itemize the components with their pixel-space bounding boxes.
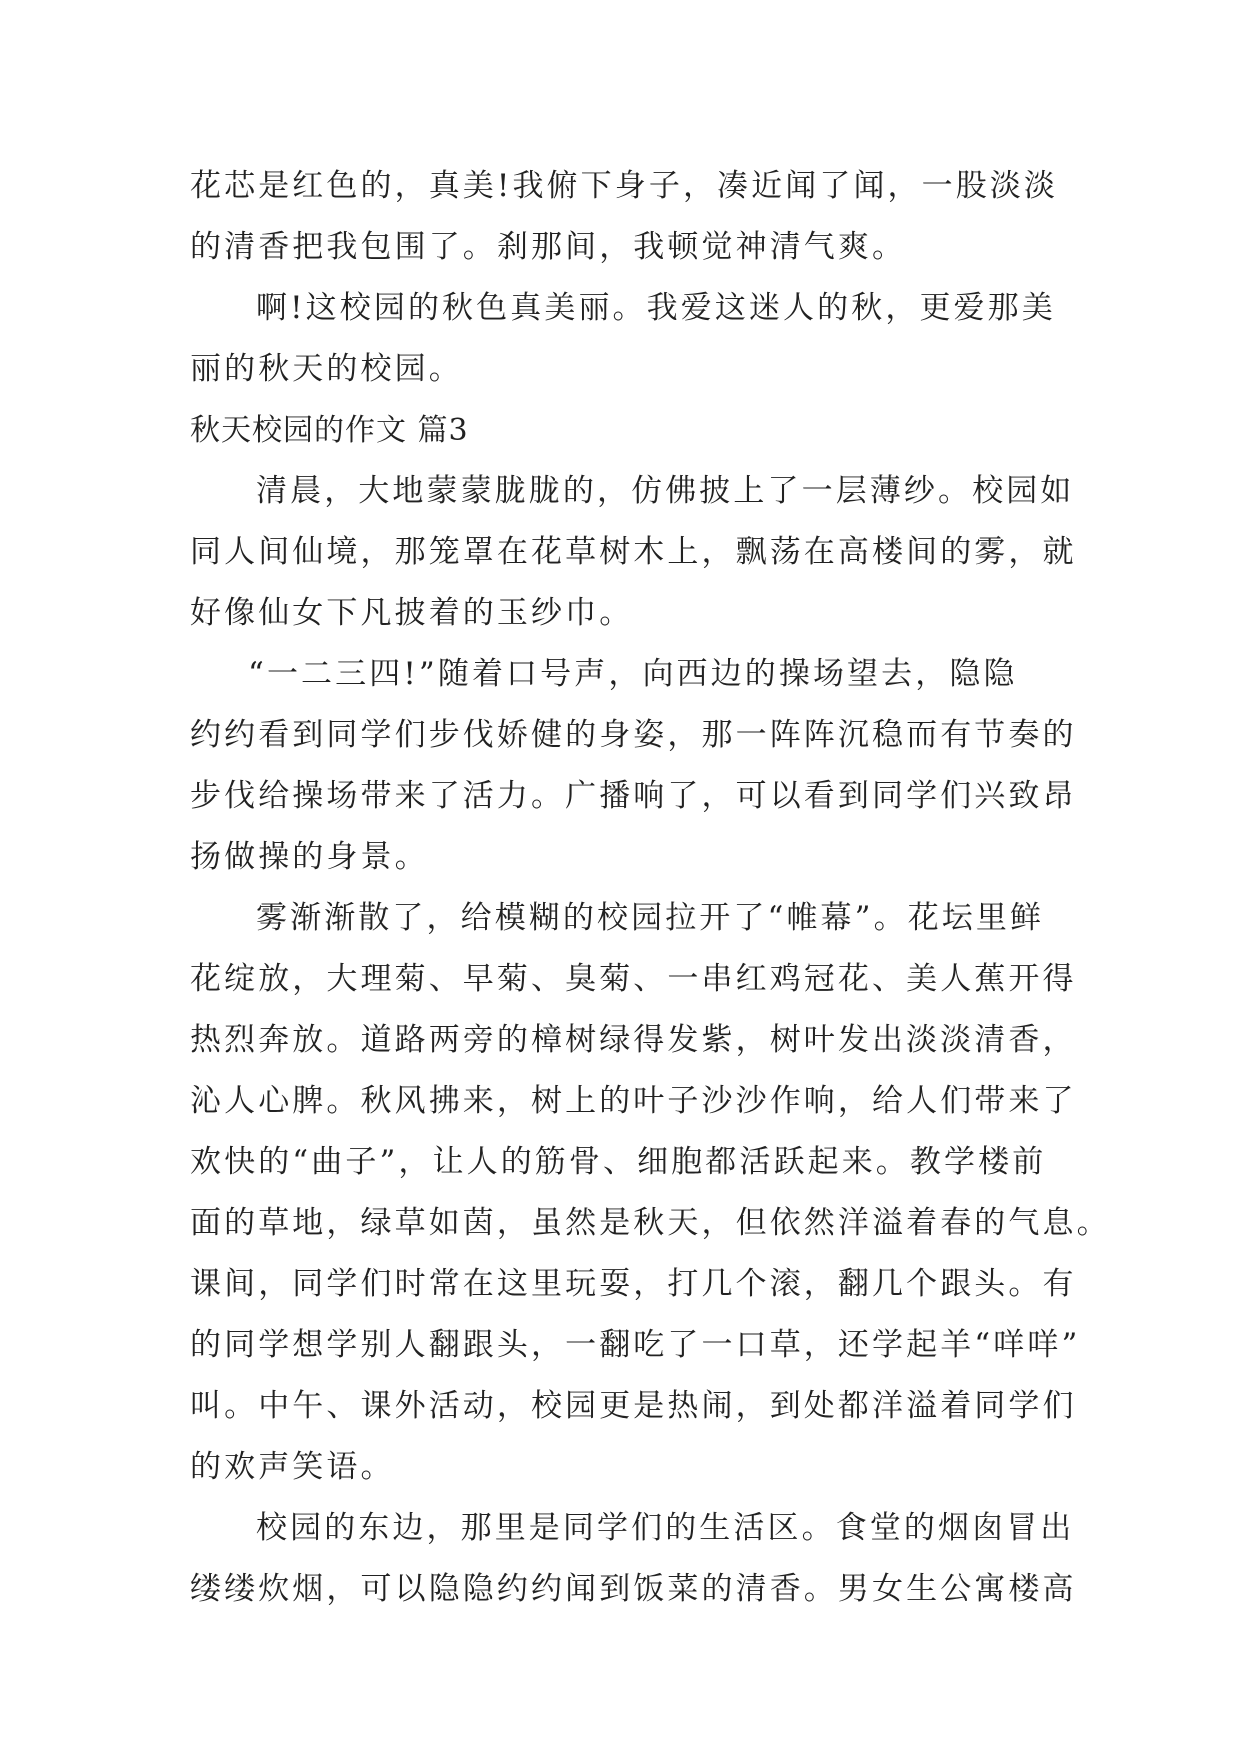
text-line: 步伐给操场带来了活力。广播响了，可以看到同学们兴致昂 [190,778,1077,814]
text-line: 的清香把我包围了。刹那间，我顿觉神清气爽。 [190,229,907,265]
text-line: 的欢声笑语。 [190,1449,395,1485]
text-line: 的同学想学别人翻跟头，一翻吃了一口草，还学起羊“咩咩” [190,1327,1081,1363]
paragraph-6 [190,1498,1077,1620]
text-line: 面的草地，绿草如茵，虽然是秋天，但依然洋溢着春的气息。 [190,1205,1111,1241]
paragraph-1 [190,156,1059,278]
text-line: 校园的东边，那里是同学们的生活区。食堂的烟囱冒出 [256,1510,1075,1546]
text-line: 沁人心脾。秋风拂来，树上的叶子沙沙作响，给人们带来了 [190,1083,1077,1119]
document-body [190,156,1111,1620]
text-line: 同人间仙境，那笼罩在花草树木上，飘荡在高楼间的雾，就 [190,534,1077,570]
paragraph-4 [190,644,1077,888]
paragraph-3 [190,461,1077,644]
text-line: 雾渐渐散了，给模糊的校园拉开了“帷幕”。花坛里鲜 [256,900,1045,936]
text-line: 花绽放，大理菊、早菊、臭菊、一串红鸡冠花、美人蕉开得 [190,961,1077,997]
text-line: “一二三四!”随着口号声，向西边的操场望去，隐隐 [248,656,1018,692]
text-line: 欢快的“曲子”，让人的筋骨、细胞都活跃起来。教学楼前 [190,1144,1047,1180]
text-line: 约约看到同学们步伐娇健的身姿，那一阵阵沉稳而有节奏的 [190,717,1077,753]
paragraph-2 [190,278,1056,400]
section-heading: 秋天校园的作文 篇3 [190,413,469,448]
text-line: 热烈奔放。道路两旁的樟树绿得发紫，树叶发出淡淡清香， [190,1022,1077,1058]
text-line: 啊!这校园的秋色真美丽。我爱这迷人的秋，更爱那美 [256,290,1056,326]
text-line: 缕缕炊烟，可以隐隐约约闻到饭菜的清香。男女生公寓楼高 [190,1571,1077,1607]
text-line: 课间，同学们时常在这里玩耍，打几个滚，翻几个跟头。有 [190,1266,1077,1302]
text-line: 清晨，大地蒙蒙胧胧的，仿佛披上了一层薄纱。校园如 [256,473,1075,509]
text-line: 扬做操的身景。 [190,839,429,875]
text-line: 好像仙女下凡披着的玉纱巾。 [190,595,634,631]
paragraph-5 [190,888,1111,1498]
text-line: 丽的秋天的校园。 [190,351,463,387]
text-line: 花芯是红色的，真美!我俯下身子，凑近闻了闻，一股淡淡 [190,168,1059,204]
text-line: 叫。中午、课外活动，校园更是热闹，到处都洋溢着同学们 [190,1388,1077,1424]
